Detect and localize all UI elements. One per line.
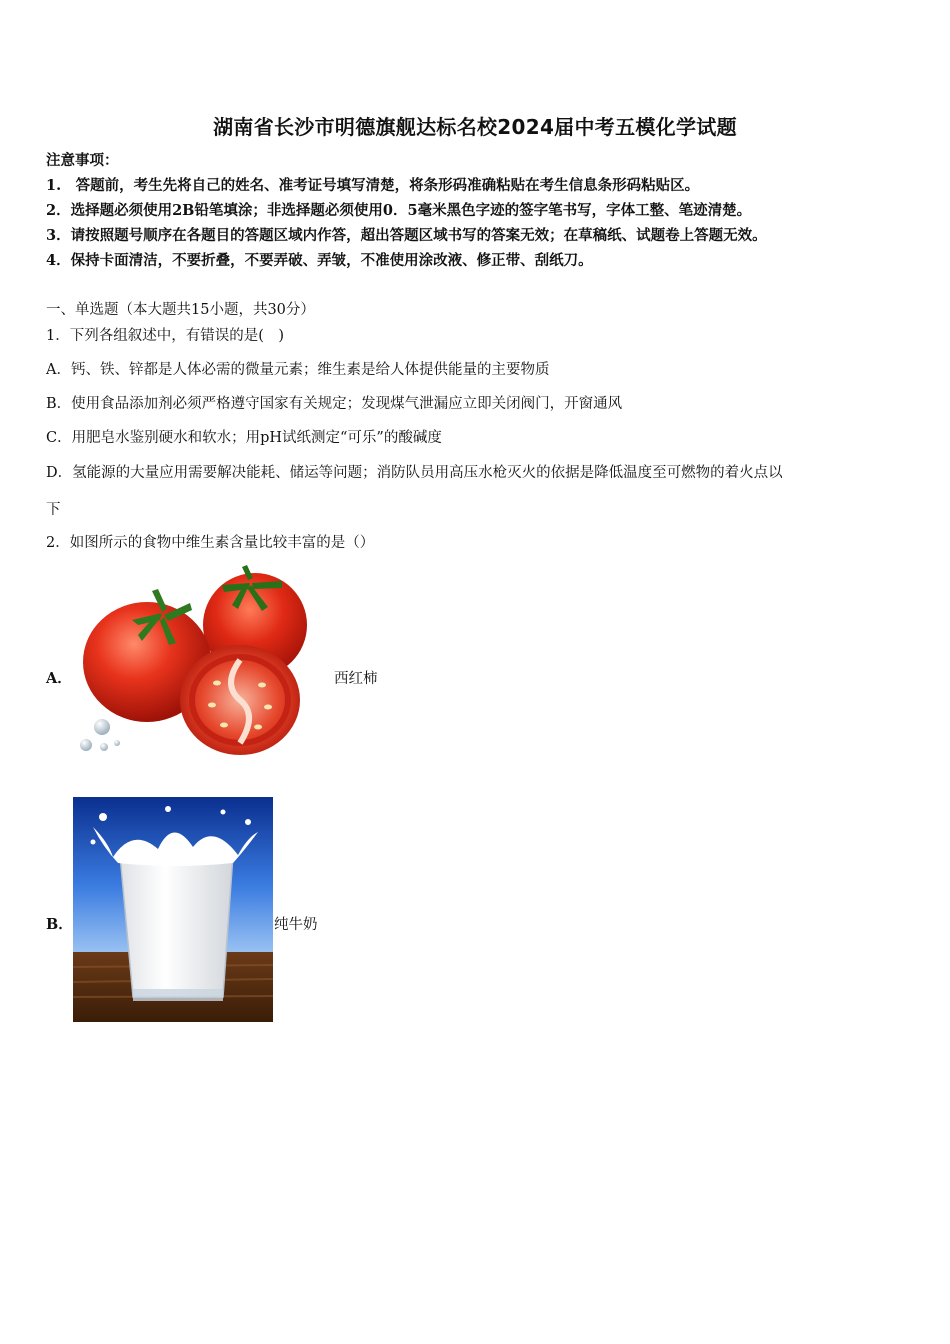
question-2-option-a-letter: A． — [46, 670, 72, 687]
tomato-image — [72, 565, 312, 760]
question-2-option-a-text: 西红柿 — [334, 671, 378, 687]
question-2-option-b-text: 纯牛奶 — [274, 917, 318, 933]
milk-image — [73, 797, 273, 1022]
question-1-option-d: D．氢能源的大量应用需要解决能耗、储运等问题；消防队员用高压水枪灭火的依据是降低温度至可燃物的着火点以 — [46, 465, 783, 481]
section-heading: 一、单选题（本大题共15小题，共30分） — [46, 302, 315, 318]
notice-heading: 注意事项： — [46, 152, 119, 169]
question-1-option-d-continued: 下 — [46, 502, 61, 518]
page-title: 湖南省长沙市明德旗舰达标名校2024届中考五模化学试题 — [213, 115, 737, 139]
notice-item-1: 1. 答题前，考生先将自己的姓名、准考证号填写清楚，将条形码准确粘贴在考生信息条形码粘贴区。 — [46, 177, 700, 194]
question-1-stem: 1．下列各组叙述中，有错误的是( ) — [46, 328, 285, 344]
notice-item-4: 4．保持卡面清洁，不要折叠，不要弄破、弄皱，不准使用涂改液、修正带、刮纸刀。 — [46, 252, 593, 269]
question-2-option-b-letter: B． — [46, 916, 73, 933]
question-1-option-a: A．钙、铁、锌都是人体必需的微量元素；维生素是给人体提供能量的主要物质 — [46, 362, 550, 378]
notice-item-3: 3．请按照题号顺序在各题目的答题区域内作答，超出答题区域书写的答案无效；在草稿纸、试题卷上答题无效。 — [46, 227, 767, 244]
question-1-option-b: B．使用食品添加剂必须严格遵守国家有关规定；发现煤气泄漏应立即关闭阀门，开窗通风 — [46, 396, 623, 412]
question-2-stem: 2．如图所示的食物中维生素含量比较丰富的是（） — [46, 535, 375, 551]
question-1-option-c: C．用肥皂水鉴别硬水和软水；用pH试纸测定“可乐”的酸碱度 — [46, 430, 442, 446]
notice-item-2: 2．选择题必须使用2B铅笔填涂；非选择题必须使用0．5毫米黑色字迹的签字笔书写，字体工整、笔迹清楚。 — [46, 202, 752, 219]
